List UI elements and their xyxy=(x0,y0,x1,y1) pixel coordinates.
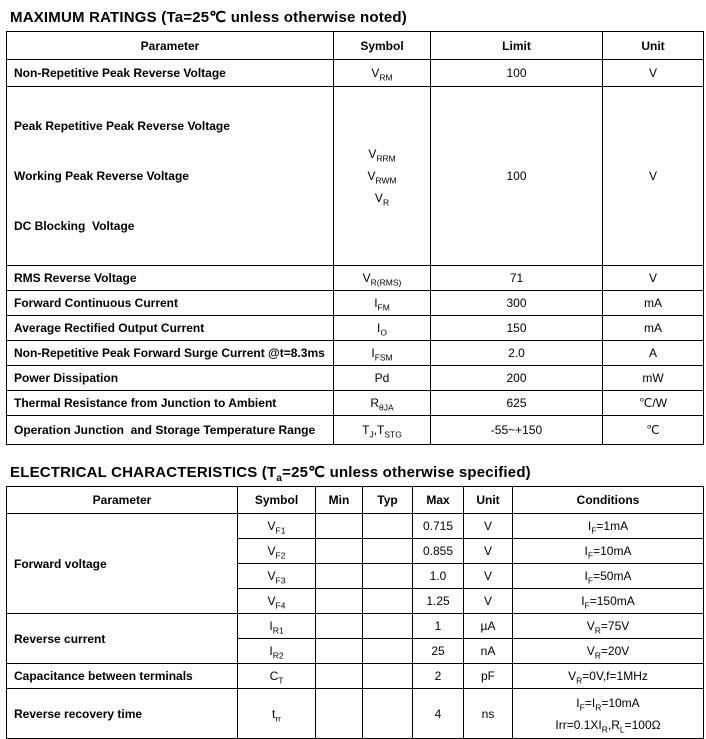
conditions-cell: $I_F=150mA$ xyxy=(513,589,704,614)
table-row xyxy=(7,87,704,266)
conditions-cell: $I_F=50mA$ xyxy=(513,564,704,589)
symbol-cell: $R_{\theta JA}$ xyxy=(334,391,431,416)
max-cell: 0.855 xyxy=(413,539,464,564)
min-cell xyxy=(316,689,363,739)
column-header-parameter: Parameter xyxy=(7,32,334,60)
conditions-cell xyxy=(513,689,704,739)
column-header-unit: Unit xyxy=(464,487,513,514)
unit-cell: ℃/W xyxy=(603,391,704,416)
typ-cell xyxy=(363,689,413,739)
symbol-cell: $I_O$ xyxy=(334,316,431,341)
column-header-parameter: Parameter xyxy=(7,487,238,514)
parameter-line: Peak Repetitive Peak Reverse Voltage xyxy=(14,119,230,133)
unit-cell: µA xyxy=(464,614,513,639)
limit-cell: 300 xyxy=(431,291,603,316)
table-row xyxy=(7,614,704,639)
unit-cell: ns xyxy=(464,689,513,739)
parameter-cell: RMS Reverse Voltage xyxy=(7,266,334,291)
parameter-cell: Reverse current xyxy=(7,614,238,664)
parameter-line: Working Peak Reverse Voltage xyxy=(14,169,189,183)
unit-cell: pF xyxy=(464,664,513,689)
symbol-cell xyxy=(334,87,431,266)
symbol-cell: $I_{FSM}$ xyxy=(334,341,431,366)
column-header-typ: Typ xyxy=(363,487,413,514)
table-row xyxy=(7,664,704,689)
parameter-cell: Non-Repetitive Peak Reverse Voltage xyxy=(7,60,334,87)
conditions-line: $Irr=0.1XI_R,R_L=100\Omega$ xyxy=(555,717,661,734)
symbol-line: $V_{RWM}$ xyxy=(367,169,397,186)
maximum-ratings-table xyxy=(6,31,704,445)
symbol-cell: $V_{F4}$ xyxy=(238,589,316,614)
unit-cell: V xyxy=(603,87,704,266)
limit-cell: -55~+150 xyxy=(431,416,603,445)
typ-cell xyxy=(363,614,413,639)
unit-cell: A xyxy=(603,341,704,366)
max-cell: 1.25 xyxy=(413,589,464,614)
limit-cell: 71 xyxy=(431,266,603,291)
column-header-limit: Limit xyxy=(431,32,603,60)
typ-cell xyxy=(363,589,413,614)
parameter-cell: Power Dissipation xyxy=(7,366,334,391)
column-header-symbol: Symbol xyxy=(238,487,316,514)
table-row xyxy=(7,60,704,87)
limit-cell: 100 xyxy=(431,87,603,266)
typ-cell xyxy=(363,564,413,589)
parameter-cell: Forward Continuous Current xyxy=(7,291,334,316)
min-cell xyxy=(316,539,363,564)
max-cell: 4 xyxy=(413,689,464,739)
max-cell: 2 xyxy=(413,664,464,689)
unit-cell: V xyxy=(464,589,513,614)
max-cell: 25 xyxy=(413,639,464,664)
min-cell xyxy=(316,664,363,689)
parameter-cell: Average Rectified Output Current xyxy=(7,316,334,341)
parameter-cell: Operation Junction and Storage Temperature Range xyxy=(7,416,334,445)
table-row xyxy=(7,266,704,291)
min-cell xyxy=(316,639,363,664)
parameter-cell: Non-Repetitive Peak Forward Surge Current @t=8.3ms xyxy=(7,341,334,366)
limit-cell: 2.0 xyxy=(431,341,603,366)
symbol-cell: $V_{F1}$ xyxy=(238,514,316,539)
unit-cell: mA xyxy=(603,291,704,316)
conditions-line: $I_F=I_R=10mA$ xyxy=(576,695,640,712)
unit-cell: nA xyxy=(464,639,513,664)
symbol-cell: $I_{FM}$ xyxy=(334,291,431,316)
table-row xyxy=(7,391,704,416)
column-header-symbol: Symbol xyxy=(334,32,431,60)
symbol-cell: $C_T$ xyxy=(238,664,316,689)
maximum-ratings-title: MAXIMUM RATINGS (Ta=25℃ unless otherwise noted) xyxy=(10,9,407,26)
unit-cell: V xyxy=(464,564,513,589)
typ-cell xyxy=(363,639,413,664)
electrical-characteristics-title: ELECTRICAL CHARACTERISTICS ($T_a=25℃$ unless otherwise specified) xyxy=(10,464,531,484)
conditions-cell: $I_F=10mA$ xyxy=(513,539,704,564)
max-cell: 1 xyxy=(413,614,464,639)
max-cell: 1.0 xyxy=(413,564,464,589)
unit-cell: V xyxy=(603,60,704,87)
limit-cell: 200 xyxy=(431,366,603,391)
typ-cell xyxy=(363,664,413,689)
column-header-unit: Unit xyxy=(603,32,704,60)
table-row xyxy=(7,416,704,445)
min-cell xyxy=(316,564,363,589)
parameter-cell: Forward voltage xyxy=(7,514,238,614)
conditions-cell: $V_R=75V$ xyxy=(513,614,704,639)
table-row xyxy=(7,366,704,391)
symbol-cell: $T_J,T_{STG}$ xyxy=(334,416,431,445)
min-cell xyxy=(316,614,363,639)
table-row xyxy=(7,689,704,739)
table-row xyxy=(7,341,704,366)
table-row xyxy=(7,514,704,539)
conditions-cell: $I_F=1mA$ xyxy=(513,514,704,539)
section-gap xyxy=(0,445,706,461)
symbol-cell: $I_{R1}$ xyxy=(238,614,316,639)
symbol-line: $V_R$ xyxy=(374,191,390,208)
column-header-min: Min xyxy=(316,487,363,514)
parameter-cell xyxy=(7,87,334,266)
conditions-cell: $V_R=0V,f=1MHz$ xyxy=(513,664,704,689)
conditions-cell: $V_R=20V$ xyxy=(513,639,704,664)
unit-cell: V xyxy=(464,514,513,539)
parameter-line: DC Blocking Voltage xyxy=(14,219,135,233)
limit-cell: 100 xyxy=(431,60,603,87)
symbol-cell: Pd xyxy=(334,366,431,391)
electrical-characteristics-table xyxy=(6,486,704,739)
min-cell xyxy=(316,514,363,539)
unit-cell: ℃ xyxy=(603,416,704,445)
column-header-conditions: Conditions xyxy=(513,487,704,514)
unit-cell: mA xyxy=(603,316,704,341)
unit-cell: V xyxy=(464,539,513,564)
typ-cell xyxy=(363,539,413,564)
table-header-row xyxy=(7,487,704,514)
table-row xyxy=(7,291,704,316)
symbol-cell: $V_{R(RMS)}$ xyxy=(334,266,431,291)
symbol-line: $V_{RRM}$ xyxy=(368,147,396,164)
symbol-cell: $V_{F3}$ xyxy=(238,564,316,589)
limit-cell: 150 xyxy=(431,316,603,341)
parameter-cell: Reverse recovery time xyxy=(7,689,238,739)
symbol-cell: $V_{RM}$ xyxy=(334,60,431,87)
symbol-cell: $I_{R2}$ xyxy=(238,639,316,664)
table-header-row xyxy=(7,32,704,60)
column-header-max: Max xyxy=(413,487,464,514)
symbol-cell: $t_{rr}$ xyxy=(238,689,316,739)
max-cell: 0.715 xyxy=(413,514,464,539)
parameter-cell: Thermal Resistance from Junction to Ambient xyxy=(7,391,334,416)
unit-cell: V xyxy=(603,266,704,291)
symbol-cell: $V_{F2}$ xyxy=(238,539,316,564)
unit-cell: mW xyxy=(603,366,704,391)
limit-cell: 625 xyxy=(431,391,603,416)
parameter-cell: Capacitance between terminals xyxy=(7,664,238,689)
min-cell xyxy=(316,589,363,614)
table-row xyxy=(7,316,704,341)
typ-cell xyxy=(363,514,413,539)
